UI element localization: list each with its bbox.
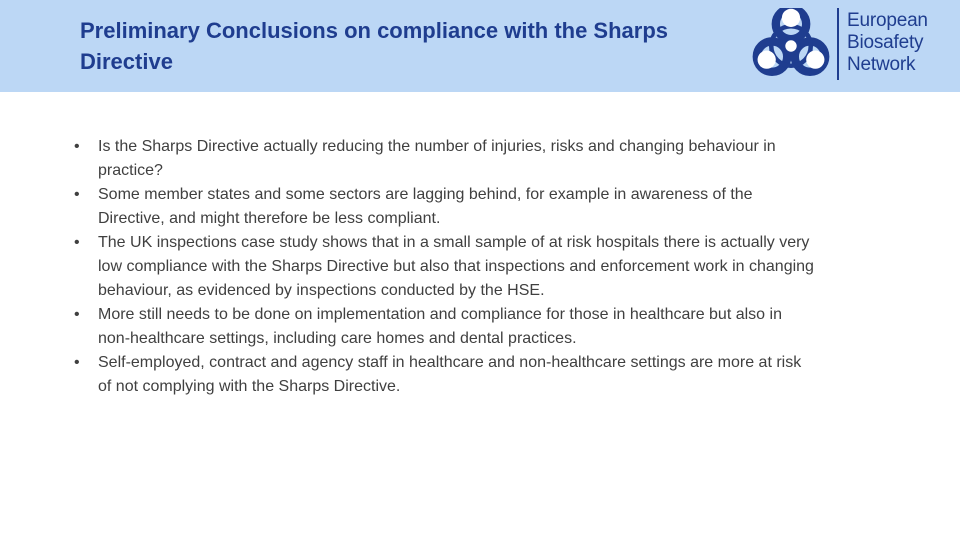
bullet-dot: •: [74, 234, 80, 251]
slide-title: Preliminary Conclusions on compliance with the Sharps Directive: [80, 18, 669, 74]
bullet-dot: •: [74, 186, 80, 203]
conclusion-item: [74, 303, 814, 351]
conclusion-item: [74, 183, 814, 231]
bullet-dot: •: [74, 306, 80, 323]
biohazard-icon: [750, 8, 832, 84]
logo-line-biosafety: Biosafety: [847, 32, 924, 53]
european-biosafety-network-logo: [750, 6, 940, 86]
bullet-dot: •: [74, 138, 80, 155]
logo-divider: [837, 8, 839, 80]
logo-wordmark: [847, 10, 928, 76]
conclusion-text: Self-employed, contract and agency staff in healthcare and non-healthcare settings are more at risk of not complying with the Sharps Directive.: [98, 354, 802, 395]
conclusion-item: [74, 231, 814, 303]
conclusions-list: [74, 135, 814, 399]
conclusion-text: Some member states and some sectors are lagging behind, for example in awareness of the Directive, and might therefore be less compliant.: [98, 186, 753, 227]
conclusion-text: Is the Sharps Directive actually reducing the number of injuries, risks and changing behaviour in practice?: [98, 138, 776, 179]
conclusion-item: [74, 351, 814, 399]
logo-line-european: European: [847, 10, 928, 31]
conclusion-text: More still needs to be done on implementation and compliance for those in healthcare but also in non-healthcare settings, including care homes and dental practices.: [98, 306, 782, 347]
bullet-dot: •: [74, 354, 80, 371]
conclusion-text: The UK inspections case study shows that in a small sample of at risk hospitals there is actually very low compliance with the Sharps Directive but also that inspections and enforcement work in changing behaviour, as evidenced by inspections conducted by the HSE.: [98, 234, 814, 299]
conclusion-item: [74, 135, 814, 183]
logo-line-network: Network: [847, 54, 916, 75]
